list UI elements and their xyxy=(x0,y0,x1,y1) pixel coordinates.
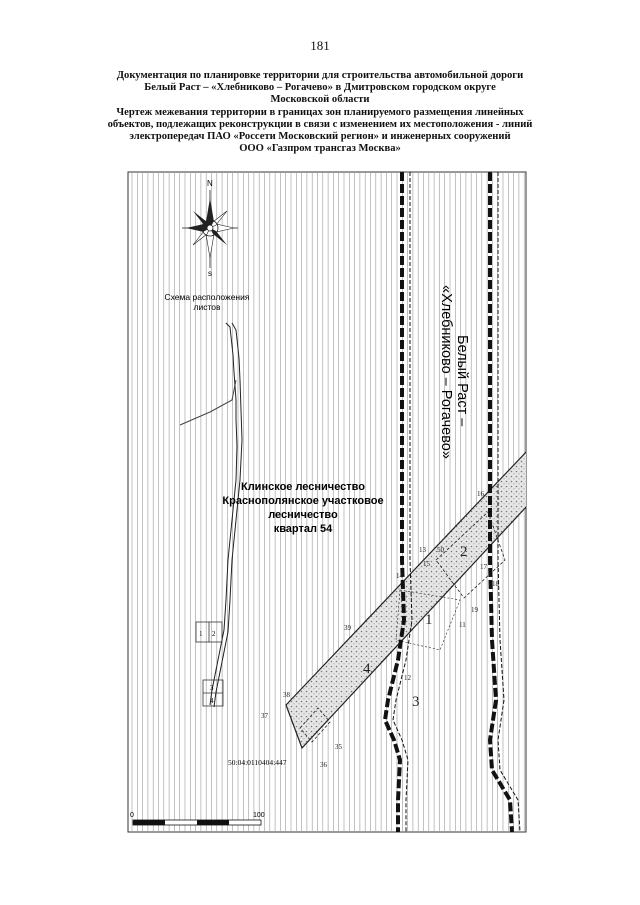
page-number: 181 xyxy=(310,38,330,53)
point-label-14: 14 xyxy=(396,572,403,580)
zone-number-1: 1 xyxy=(425,612,433,628)
point-label-19: 19 xyxy=(471,606,478,614)
point-label-36: 36 xyxy=(320,761,327,769)
point-label-17: 17 xyxy=(480,563,487,571)
header-line-1: Документация по планировке территории для строительства автомобильной дороги xyxy=(116,70,524,81)
header-line-6: электропередач ПАО «Россети Московский регион» и инженерных сооружений xyxy=(129,131,511,143)
scheme-sheet-label-3: 3 xyxy=(210,684,214,692)
point-label-38: 38 xyxy=(283,691,290,699)
point-label-37: 37 xyxy=(261,712,268,720)
scheme-sheet-label-1: 1 xyxy=(199,630,203,638)
point-label-16: 16 xyxy=(477,490,484,498)
header-line-2: Белый Раст – «Хлебниково – Рогачево» в Дмитровском городском округе xyxy=(144,82,496,94)
scheme-sheet-label-4: 4 xyxy=(210,697,214,705)
forestry-line-4: квартал 54 xyxy=(273,523,333,535)
zone-number-3: 3 xyxy=(412,694,420,710)
point-label-18: 18 xyxy=(492,580,499,588)
scheme-title-line-1: Схема расположения xyxy=(164,292,250,302)
scale-end-label: 100 xyxy=(253,812,265,819)
scale-start-label: 0 xyxy=(130,812,134,819)
road-label-line-1: Белый Раст – xyxy=(454,335,470,427)
forestry-line-1: Клинское лесничество xyxy=(240,481,366,493)
zone-number-2: 2 xyxy=(460,544,468,560)
point-label-50: 50 xyxy=(437,546,444,554)
header-line-3: Московской области xyxy=(270,94,370,106)
point-label-15: 15 xyxy=(423,560,430,568)
point-label-13: 13 xyxy=(419,546,426,554)
header-line-5: объектов, подлежащих реконструкции в связи с изменением их местоположения - линий xyxy=(107,118,533,130)
forestry-line-3: лесничество xyxy=(268,509,338,521)
forestry-line-2: Краснополянское участковое xyxy=(222,495,384,507)
cadastral-number: 50:04:0110404:447 xyxy=(228,758,287,767)
road-label-line-2: «Хлебниково – Рогачево» xyxy=(438,285,454,459)
header-line-7: ООО «Газпром трансгаз Москва» xyxy=(239,143,401,155)
point-label-11: 11 xyxy=(459,621,466,629)
compass-north-label: N xyxy=(207,179,213,188)
point-label-39: 39 xyxy=(344,624,351,632)
scheme-title-line-2: листов xyxy=(193,302,221,312)
compass-south-label: s xyxy=(208,269,212,278)
zone-number-4: 4 xyxy=(363,661,371,677)
point-label-12: 12 xyxy=(404,674,411,682)
point-label-35: 35 xyxy=(335,743,342,751)
scheme-sheet-label-2: 2 xyxy=(212,630,216,638)
header-line-4: Чертеж межевания территории в границах зон планируемого размещения линейных xyxy=(116,106,524,118)
